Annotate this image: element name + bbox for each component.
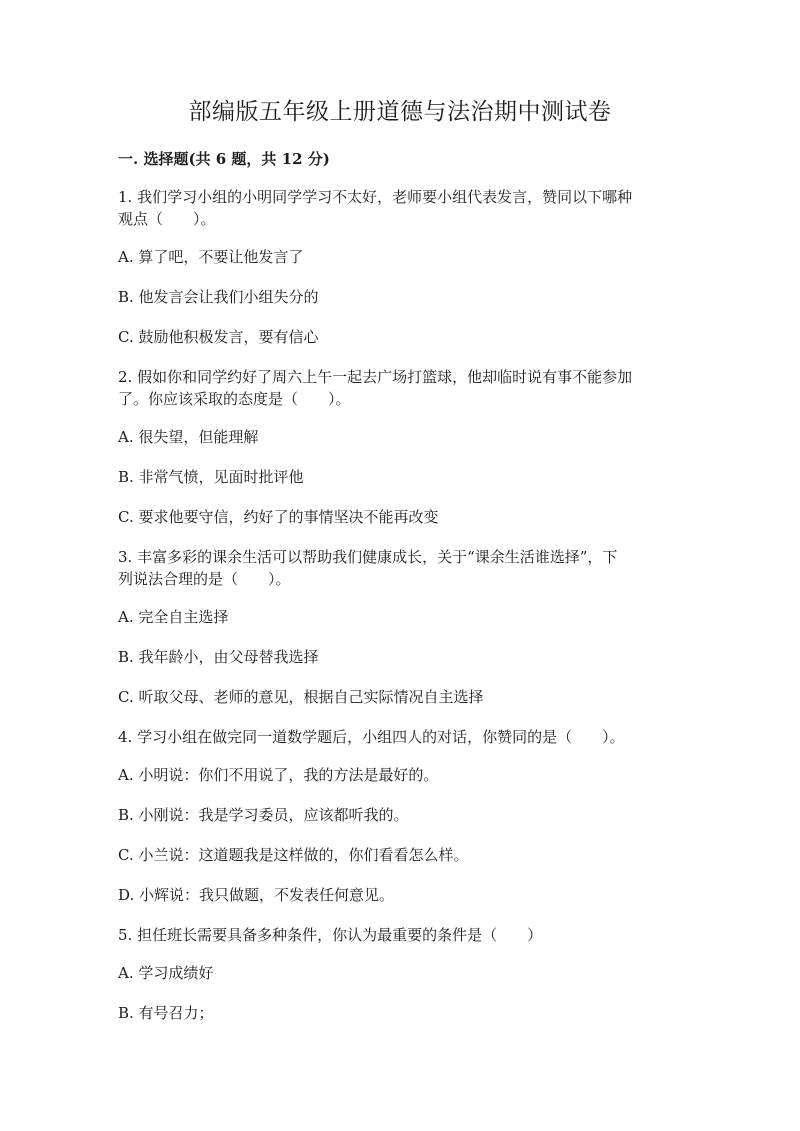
page-title: 部编版五年级上册道德与法治期中测试卷 <box>188 99 612 125</box>
question-2-option-b: B. 非常气愤，见面时批评他 <box>118 468 304 486</box>
question-1-option-a: A. 算了吧，不要让他发言了 <box>118 248 304 266</box>
question-5-option-a: A. 学习成绩好 <box>118 964 214 982</box>
question-3-stem-line-1: 3. 丰富多彩的课余生活可以帮助我们健康成长，关于“课余生活谁选择”，下 <box>118 548 618 566</box>
question-1-stem-line-1: 1. 我们学习小组的小明同学学习不太好，老师要小组代表发言，赞同以下哪种 <box>118 188 633 206</box>
question-5-stem-line-1: 5. 担任班长需要具备多种条件，你认为最重要的条件是（ ） <box>118 926 543 944</box>
question-4-option-d: D. 小辉说：我只做题，不发表任何意见。 <box>118 886 395 904</box>
question-2-stem-line-1: 2. 假如你和同学约好了周六上午一起去广场打篮球，他却临时说有事不能参加 <box>118 368 633 386</box>
question-3-option-c: C. 听取父母、老师的意见，根据自己实际情况自主选择 <box>118 688 484 706</box>
question-2-stem-line-2: 了。你应该采取的态度是（ ）。 <box>118 390 351 408</box>
question-3-option-a: A. 完全自主选择 <box>118 608 229 626</box>
question-1-option-b: B. 他发言会让我们小组失分的 <box>118 288 319 306</box>
question-2-option-a: A. 很失望，但能理解 <box>118 428 259 446</box>
question-3-stem-line-2: 列说法合理的是（ ）。 <box>118 570 291 588</box>
question-4-option-c: C. 小兰说：这道题我是这样做的，你们看看怎么样。 <box>118 846 469 864</box>
question-3-option-b: B. 我年龄小，由父母替我选择 <box>118 648 319 666</box>
question-4-option-b: B. 小刚说：我是学习委员，应该都听我的。 <box>118 806 409 824</box>
question-4-option-a: A. 小明说：你们不用说了，我的方法是最好的。 <box>118 766 439 784</box>
question-1-option-c: C. 鼓励他积极发言，要有信心 <box>118 328 319 346</box>
question-5-option-b: B. 有号召力； <box>118 1004 214 1022</box>
question-1-stem-line-2: 观点（ ）。 <box>118 210 216 228</box>
section-heading: 一. 选择题(共 6 题，共 12 分) <box>118 150 330 168</box>
question-4-stem-line-1: 4. 学习小组在做完同一道数学题后，小组四人的对话，你赞同的是（ ）。 <box>118 728 625 746</box>
question-2-option-c: C. 要求他要守信，约好了的事情坚决不能再改变 <box>118 508 439 526</box>
